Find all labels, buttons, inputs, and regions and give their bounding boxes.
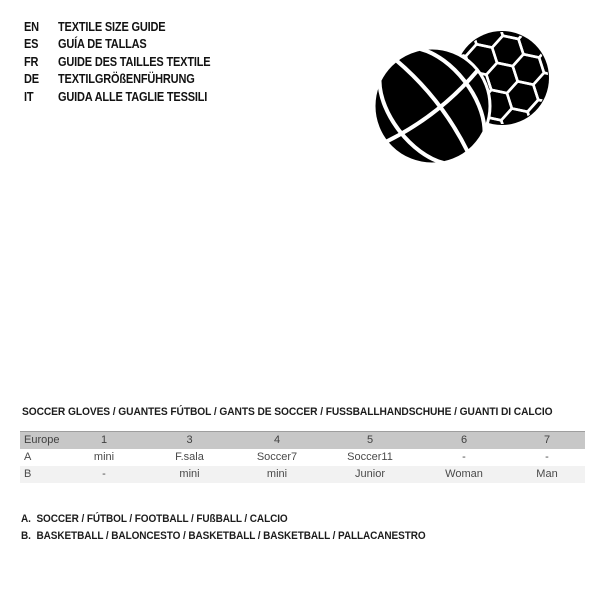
table-cell: Soccer11	[347, 451, 393, 463]
footnote-prefix: A.	[21, 513, 31, 525]
language-code: EN	[24, 20, 39, 34]
footnote-b	[21, 528, 426, 545]
table-header-cell: 5	[366, 434, 374, 446]
size-table-header-row	[20, 432, 585, 450]
table-cell: mini	[93, 451, 115, 463]
language-label: GUÍA DE TALLAS	[58, 37, 147, 52]
table-cell: Soccer7	[256, 451, 298, 463]
table-cell: Junior	[355, 468, 385, 480]
size-table-title: SOCCER GLOVES / GUANTES FÚTBOL / GANTS DE SOCCER / FUSSBALLHANDSCHUHE / GUANTI DI CALCIO	[22, 406, 553, 418]
footnote-text: SOCCER / FÚTBOL / FOOTBALL / FUßBALL / CALCIO	[36, 513, 288, 525]
language-label: GUIDA ALLE TAGLIE TESSILI	[58, 89, 208, 104]
footnote-prefix: B.	[21, 530, 31, 542]
table-cell: -	[462, 451, 466, 463]
language-label: GUIDE DES TAILLES TEXTILE	[58, 54, 211, 69]
size-table	[20, 431, 585, 483]
table-cell: -	[102, 468, 106, 480]
table-header-cell: 1	[100, 434, 108, 446]
table-cell: Man	[536, 468, 558, 480]
table-header-cell: 3	[186, 434, 193, 446]
language-label: TEXTILE SIZE GUIDE	[58, 20, 166, 34]
table-row	[20, 466, 585, 483]
table-cell: Woman	[445, 468, 483, 480]
row-label: A	[24, 451, 32, 463]
table-cell: mini	[266, 468, 288, 480]
language-code: ES	[24, 37, 39, 52]
footnote-a	[21, 511, 426, 528]
table-row	[20, 449, 585, 466]
language-code: IT	[24, 89, 34, 104]
table-cell: mini	[179, 468, 200, 480]
row-label: B	[24, 468, 32, 480]
language-code: DE	[24, 72, 39, 87]
footnotes	[21, 511, 466, 545]
language-code: FR	[24, 54, 39, 69]
table-header-cell: 7	[543, 434, 551, 446]
table-header-cell: 6	[460, 434, 468, 446]
basketball-and-soccer-ball-icon	[362, 18, 562, 178]
footnote-text: BASKETBALL / BALONCESTO / BASKETBALL / BASKETBALL / PALLACANESTRO	[36, 530, 426, 542]
table-cell: -	[545, 451, 549, 463]
table-cell: F.sala	[175, 451, 204, 463]
table-header-cell: 4	[273, 434, 281, 446]
table-header-cell: Europe	[24, 434, 60, 446]
language-label: TEXTILGRÖßENFÜHRUNG	[58, 72, 195, 87]
